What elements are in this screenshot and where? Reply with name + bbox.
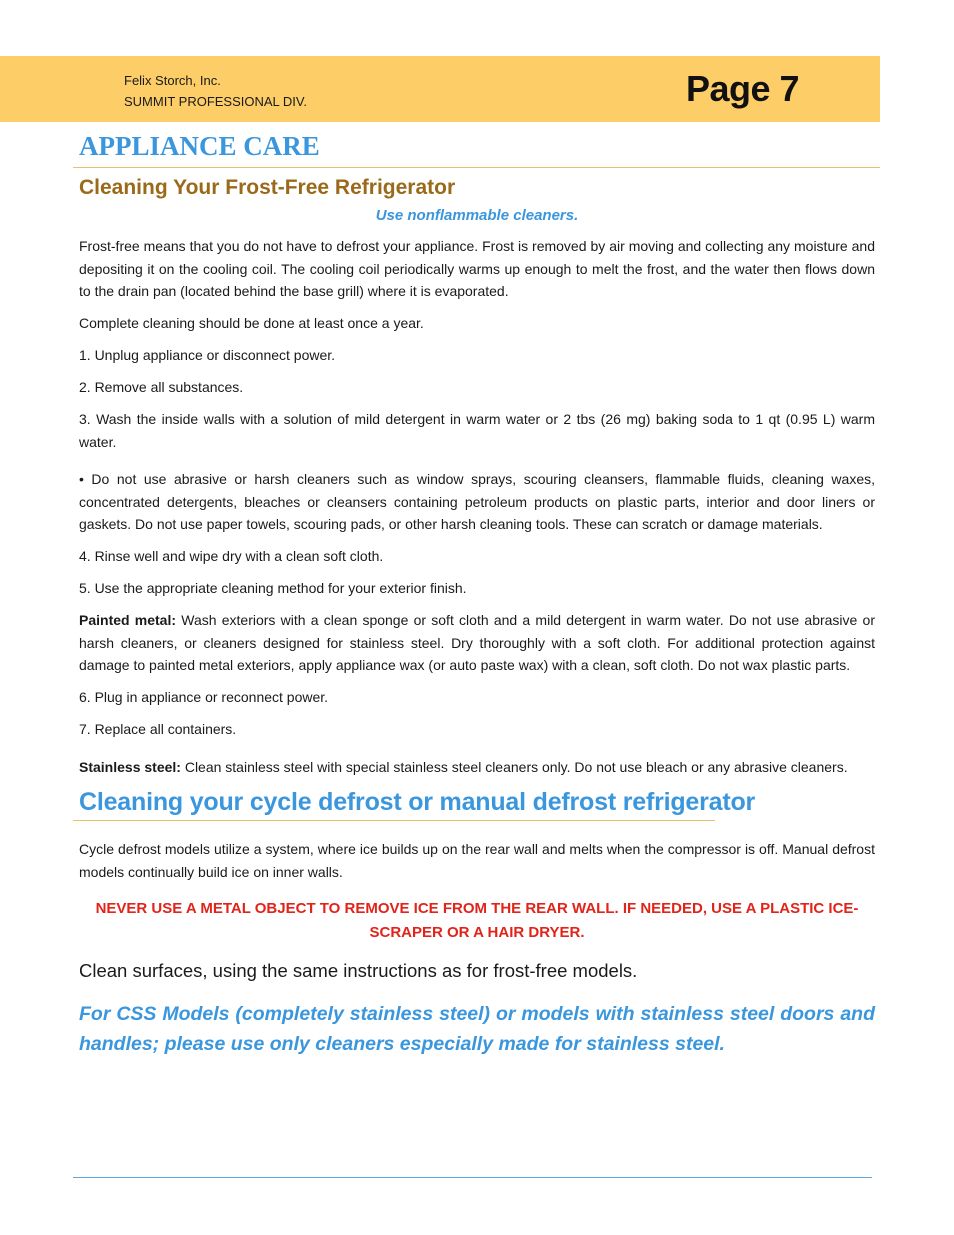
css-models-note: For CSS Models (completely stainless steel) or models with stainless steel doors and handles; please use only cleaners especially made for stainless steel.	[79, 1003, 875, 1055]
clean-surfaces-text: Clean surfaces, using the same instructions as for frost-free models.	[79, 960, 638, 981]
step-4: 4. Rinse well and wipe dry with a clean soft cloth.	[79, 548, 384, 564]
cycle-defrost-intro: Cycle defrost models utilize a system, where ice builds up on the rear wall and melts when the compressor is off. Manual defrost models continually build ice on inner walls.	[79, 841, 875, 880]
section-divider	[73, 167, 880, 168]
page-number: Page 7	[686, 68, 800, 109]
cleaner-warning-bullet: • Do not use abrasive or harsh cleaners such as window sprays, scouring cleansers, flammable fluids, cleaning waxes, concentrated detergents, bleaches or cleansers containing petroleum products on plastic parts, interior and door liners or gaskets. Do not use paper towels, scouring pads, or other harsh cleaning tools. These can scratch or damage materials.	[79, 471, 875, 532]
company-block	[124, 70, 307, 112]
frost-free-title: Cleaning Your Frost-Free Refrigerator	[79, 176, 456, 199]
cycle-defrost-title: Cleaning your cycle defrost or manual defrost refrigerator	[79, 788, 756, 816]
page-header	[0, 56, 880, 122]
yearly-cleaning-text: Complete cleaning should be done at least once a year.	[79, 315, 424, 331]
step-1: 1. Unplug appliance or disconnect power.	[79, 347, 336, 363]
nonflammable-note: Use nonflammable cleaners.	[375, 207, 579, 224]
cycle-defrost-divider	[73, 820, 715, 821]
company-name: Felix Storch, Inc.	[124, 73, 221, 88]
frost-free-body	[79, 235, 875, 788]
painted-metal-label: Painted metal:	[79, 612, 177, 628]
stainless-steel-label: Stainless steel:	[79, 758, 181, 775]
footer-divider	[73, 1177, 872, 1178]
section-title: APPLIANCE CARE	[79, 131, 320, 161]
step-6: 6. Plug in appliance or reconnect power.	[79, 689, 329, 705]
frost-free-intro: Frost-free means that you do not have to defrost your appliance. Frost is removed by air moving and collecting any moisture and depositing it on the cooling coil. The cooling coil periodically warms up enough to melt the frost, and the water then flows down to the drain pan (located behind the base grill) where it is evaporated.	[79, 238, 875, 299]
step-7: 7. Replace all containers.	[79, 721, 237, 737]
stainless-steel-paragraph	[79, 756, 875, 779]
ice-removal-warning: NEVER USE A METAL OBJECT TO REMOVE ICE FROM THE REAR WALL. IF NEEDED, USE A PLASTIC ICE-SCRAPER OR A HAIR DRYER.	[95, 900, 859, 941]
step-5: 5. Use the appropriate cleaning method for your exterior finish.	[79, 580, 467, 596]
painted-metal-text: Wash exteriors with a clean sponge or soft cloth and a mild detergent in warm water. Do not use abrasive or harsh cleaners, or cleaners designed for stainless steel. Dry thoroughly with a soft cloth. For additional protection against damage to painted metal exteriors, apply appliance wax (or auto paste wax) with a clean, soft cloth. Do not wax plastic parts.	[79, 612, 875, 673]
step-3: 3. Wash the inside walls with a solution of mild detergent in warm water or 2 tbs (26 mg) baking soda to 1 qt (0.95 L) warm water.	[79, 411, 875, 450]
company-division: SUMMIT PROFESSIONAL DIV.	[124, 94, 308, 109]
painted-metal-paragraph	[79, 609, 875, 677]
step-2: 2. Remove all substances.	[79, 379, 244, 395]
stainless-steel-text: Clean stainless steel with special stainless steel cleaners only. Do not use bleach or any abrasive cleaners.	[180, 758, 848, 775]
